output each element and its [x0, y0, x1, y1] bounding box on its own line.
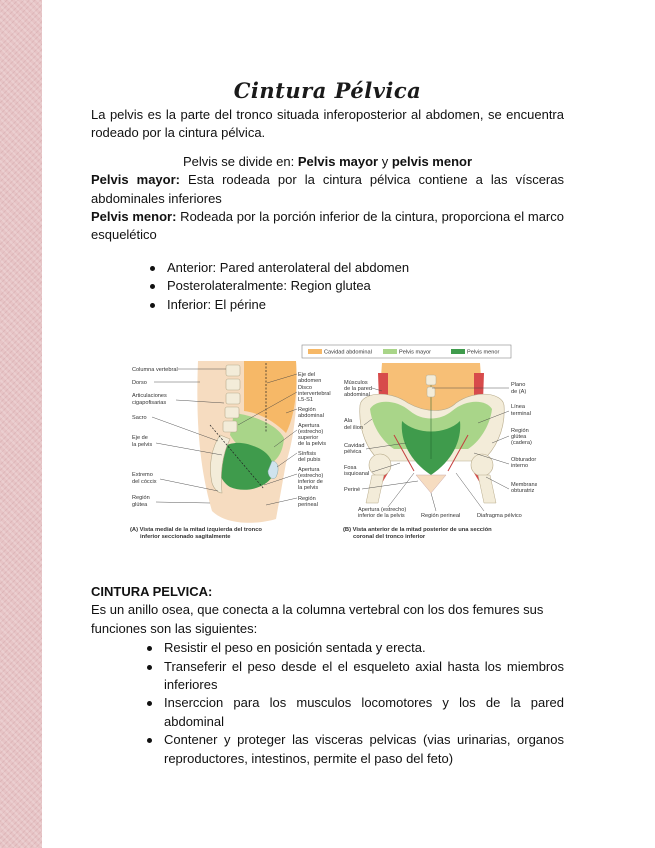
svg-text:isquioanal: isquioanal: [344, 471, 370, 477]
pelvis-menor-label: Pelvis menor:: [91, 209, 177, 225]
caption-b-line1: (B) Vista anterior de la mitad posterior de una sección: [343, 527, 492, 533]
pelvis-mayor-paragraph: [91, 171, 564, 208]
svg-text:de la pelvis: de la pelvis: [298, 441, 326, 447]
anatomy-illustration: [126, 343, 537, 543]
svg-text:L5-S1: L5-S1: [298, 397, 313, 403]
svg-text:abdominal: abdominal: [344, 392, 370, 398]
panel-b-right-labels: [511, 382, 537, 494]
list-item: Contener y proteger las visceras pelvicas (vias urinarias, organos reproductores, intestinos, permite el paso del feto): [164, 731, 564, 768]
list-item: Posterolateralmente: Region glutea: [167, 277, 564, 295]
caption-a-line2: inferior seccionado sagitalmente: [140, 534, 231, 540]
femur-left: [366, 475, 384, 503]
svg-text:superior: superior: [298, 435, 319, 441]
femur-right: [478, 475, 496, 503]
legend-swatch-mayor: [383, 349, 397, 354]
svg-text:de la pared: de la pared: [344, 386, 372, 392]
perineum: [416, 475, 446, 493]
svg-text:Región: Región: [132, 495, 150, 501]
intro-paragraph: La pelvis es la parte del tronco situada inferoposterior al abdomen, se encuentra rodeado por la cintura pélvica.: [91, 107, 564, 141]
sacral-segment: [427, 387, 435, 397]
caption-b-line2: coronal del tronco inferior: [353, 534, 426, 540]
svg-text:Músculos: Músculos: [344, 380, 368, 386]
division-last: pelvis menor: [391, 153, 473, 169]
page-title: Cintura Pélvica: [233, 78, 422, 103]
panel-a-left-labels: [132, 367, 178, 508]
svg-text:Sacro: Sacro: [132, 415, 147, 421]
svg-text:Región: Región: [298, 407, 316, 413]
svg-text:Columna vertebral: Columna vertebral: [132, 367, 178, 373]
division-bold: Pelvis mayor: [297, 153, 379, 169]
svg-text:abdomen: abdomen: [298, 378, 322, 384]
list-item: Inferior: El périne: [167, 296, 564, 314]
list-item: Transeferir el peso desde el el esqueleto axial hasta los miembros inferiores: [164, 658, 564, 695]
functions-list: [164, 639, 564, 768]
svg-text:Cavidad: Cavidad: [344, 443, 365, 449]
svg-text:intervertebral: intervertebral: [298, 391, 331, 397]
legend-label: Pelvis mayor: [399, 349, 432, 356]
pelvis-mayor-text: Esta rodeada por la cintura pélvica contiene a las vísceras abdominales inferiores: [91, 172, 564, 206]
svg-text:perineal: perineal: [298, 502, 318, 508]
svg-text:Membrana: Membrana: [511, 482, 537, 488]
panel-b-coronal-view: [343, 363, 537, 540]
pelvis-mayor-label: Pelvis mayor:: [91, 172, 180, 188]
svg-text:glútea: glútea: [511, 434, 527, 440]
svg-text:glútea: glútea: [132, 502, 148, 508]
caption-a-line1: (A) Vista medial de la mitad izquierda del tronco: [130, 527, 262, 533]
legend-swatch-cavidad: [308, 349, 322, 354]
svg-text:Obturador: Obturador: [511, 457, 537, 463]
svg-text:Plano: Plano: [511, 382, 526, 388]
svg-text:Apertura: Apertura: [298, 423, 320, 429]
svg-text:del ilion: del ilion: [344, 425, 363, 431]
list-item: Resistir el peso en posición sentada y erecta.: [164, 639, 564, 657]
legend-label: Cavidad abdominal: [324, 349, 372, 356]
svg-text:Dorso: Dorso: [132, 380, 147, 386]
figure-legend: [302, 345, 511, 358]
svg-text:inferior de la pelvis: inferior de la pelvis: [358, 513, 405, 519]
svg-text:terminal: terminal: [511, 411, 531, 417]
legend-label: Pelvis menor: [467, 349, 500, 356]
svg-text:del cóccix: del cóccix: [132, 479, 157, 485]
section-paragraph: Es un anillo osea, que conecta a la columna vertebral con los dos femures sus funciones son las siguientes:: [91, 602, 544, 636]
svg-text:Periné: Periné: [344, 487, 361, 493]
svg-text:(estrecho): (estrecho): [298, 429, 324, 435]
svg-text:Disco: Disco: [298, 385, 312, 391]
division-prefix: Pelvis se divide en:: [182, 153, 298, 169]
svg-text:Región: Región: [511, 428, 529, 434]
svg-text:Fosa: Fosa: [344, 465, 357, 471]
svg-text:del pubis: del pubis: [298, 457, 321, 463]
svg-text:Región perineal: Región perineal: [421, 513, 461, 519]
femoral-head-right: [471, 454, 493, 476]
svg-text:inferior de: inferior de: [298, 479, 323, 485]
borders-list: [167, 259, 564, 314]
svg-text:obturatriz: obturatriz: [511, 488, 535, 494]
svg-text:Eje del: Eje del: [298, 372, 316, 378]
svg-text:Sínfisis: Sínfisis: [298, 451, 317, 457]
femoral-head-left: [369, 454, 391, 476]
svg-text:pélvica: pélvica: [344, 449, 362, 455]
svg-text:la pelvis: la pelvis: [132, 442, 153, 448]
panel-a-sagittal-view: [130, 361, 331, 540]
svg-text:abdominal: abdominal: [298, 413, 324, 419]
division-line: [91, 153, 564, 171]
svg-text:Ala: Ala: [344, 418, 353, 424]
pelvis-menor-text: Rodeada por la porción inferior de la cintura, proporciona el marco esquelético: [91, 209, 564, 243]
notes-page: [91, 78, 564, 314]
list-item: Anterior: Pared anterolateral del abdomen: [167, 259, 564, 277]
svg-text:interno: interno: [511, 463, 529, 469]
pelvis-anatomy-figure: [126, 343, 537, 543]
list-item: Inserccion para los musculos locomotores y los de la pared abdominal: [164, 694, 564, 731]
svg-text:Región: Región: [298, 496, 316, 502]
legend-swatch-menor: [451, 349, 465, 354]
svg-text:Articulaciones: Articulaciones: [132, 393, 167, 399]
svg-text:cigapofisarias: cigapofisarias: [132, 400, 167, 406]
svg-text:Extremo: Extremo: [132, 472, 153, 478]
lumbar-vertebra: [426, 375, 436, 385]
svg-text:de (A): de (A): [511, 389, 527, 395]
svg-text:(cadera): (cadera): [511, 440, 532, 446]
svg-text:Línea: Línea: [511, 404, 525, 410]
svg-text:Apertura (estrecho): Apertura (estrecho): [358, 507, 407, 513]
pelvis-menor-paragraph: [91, 208, 564, 245]
division-joiner: y: [378, 153, 392, 169]
svg-text:(estrecho): (estrecho): [298, 473, 324, 479]
cintura-pelvica-section: [91, 583, 564, 768]
svg-text:Diafragma pélvico: Diafragma pélvico: [477, 513, 522, 519]
section-heading: CINTURA PELVICA:: [91, 584, 213, 599]
panel-a-mid-labels: [298, 372, 331, 508]
svg-text:la pelvis: la pelvis: [298, 485, 319, 491]
svg-text:Eje de: Eje de: [132, 435, 148, 441]
svg-text:Apertura: Apertura: [298, 467, 320, 473]
page-edge-decoration: [0, 0, 42, 848]
